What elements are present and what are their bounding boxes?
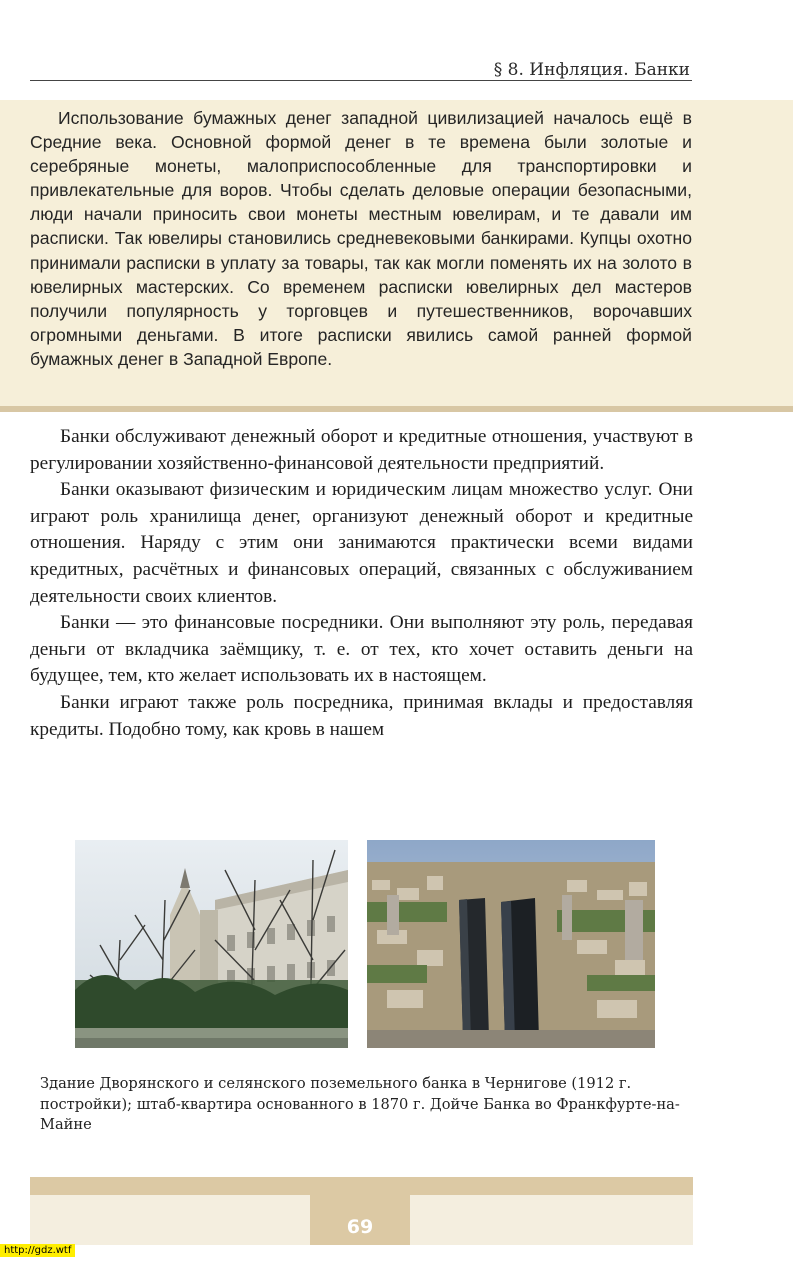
- running-header: [30, 58, 692, 81]
- chernigov-bank-photo: [75, 840, 348, 1048]
- paragraph: Банки оказывают физическим и юридическим лицам множество услуг. Они играют роль хранилища денег, организуют денежный оборот и кредитные отношения. Наряду с этим они занимаются практически всеми видами кредитных, расчётных и финансовых операций, связанных с обслуживанием деятельности своих клиентов.: [30, 479, 693, 607]
- paragraph: Банки — это финансовые посредники. Они выполняют эту роль, передавая деньги от вкладчика заёмщику, т. е. от тех, кто хочет оставить деньги на будущее, тем, кто желает использовать их в настоящем.: [30, 612, 693, 687]
- page-number: 69: [346, 1216, 374, 1238]
- paragraph: Банки играют также роль посредника, принимая вклады и предоставляя кредиты. Подобно тому, как кровь в нашем: [30, 691, 693, 740]
- photo-caption: Здание Дворянского и селянского поземельного банка в Чернигове (1912 г. постройки); штаб-квартира основанного в 1870 г. Дойче Банка во Франкфурте-на-Майне: [40, 1075, 680, 1133]
- deutsche-bank-frankfurt-photo: [367, 840, 655, 1048]
- header-title: § 8. Инфляция. Банки: [493, 60, 690, 80]
- watermark-link[interactable]: http://gdz.wtf: [0, 1244, 75, 1257]
- footer-left-panel: [30, 1195, 310, 1245]
- paragraph: Банки обслуживают денежный оборот и кредитные отношения, участвуют в регулировании хозяйственно-финансовой деятельности предприятий.: [30, 426, 693, 474]
- highlight-box-text: Использование бумажных денег западной цивилизацией началось ещё в Средние века. Основной формой денег в те времена были золотые и серебряные монеты, малоприспособленные для транспортировки и привлекательные для воров. Чтобы сделать деловые операции безопасными, люди начали приносить свои монеты местным ювелирам, и те давали им расписки. Так ювелиры становились средневековыми банкирами. Купцы охотно принимали расписки в уплату за товары, так как могли поменять их на золото в ювелирных мастерских. Со временем расписки ювелирных дел мастеров получили популярность у торговцев и путешественников, ворочавших огромными деньгами. В итоге расписки явились самой ранней формой бумажных денег в Западной Европе.: [30, 108, 692, 369]
- footer-band: [30, 1177, 693, 1195]
- footer-right-panel: [410, 1195, 693, 1245]
- main-text: [30, 424, 693, 743]
